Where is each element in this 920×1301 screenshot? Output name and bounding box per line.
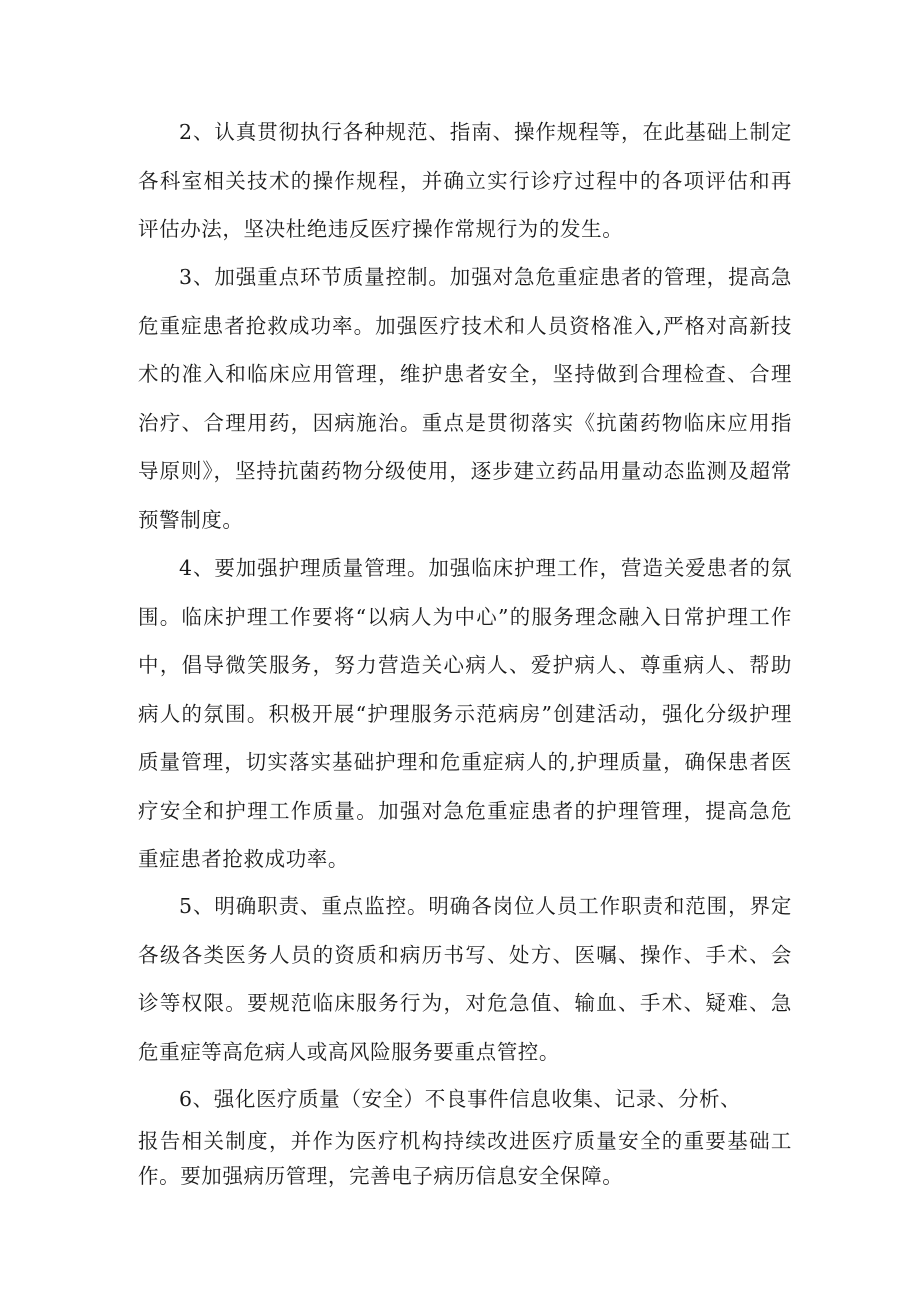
paragraph-3: 3、加强重点环节质量控制。加强对急危重症患者的管理，提高急危重症患者抢救成功率。加强医疗技术和人员资格准入,严格对高新技术的准入和临床应用管理，维护患者安全，坚持做到合理检查、合理治疗、合理用药，因病施治。重点是贯彻落实《抗菌药物临床应用指导原则》，坚持抗菌药物分级使用，逐步建立药品用量动态监测及超常预警制度。	[138, 265, 792, 532]
paragraph-4: 4、要加强护理质量管理。加强临床护理工作，营造关爱患者的氛围。临床护理工作要将“以病人为中心”的服务理念融入日常护理工作中，倡导微笑服务，努力营造关心病人、爱护病人、尊重病人、帮助病人的氛围。积极开展“护理服务示范病房”创建活动，强化分级护理质量管理，切实落实基础护理和危重症病人的,护理质量，确保患者医疗安全和护理工作质量。加强对急危重症患者的护理管理，提高急危重症患者抢救成功率。	[138, 556, 792, 871]
paragraph-2: 2、认真贯彻执行各种规范、指南、操作规程等，在此基础上制定各科室相关技术的操作规程，并确立实行诊疗过程中的各项评估和再评估办法，坚决杜绝违反医疗操作常规行为的发生。	[138, 120, 792, 241]
paragraph-6-continuation: 报告相关制度，并作为医疗机构持续改进医疗质量安全的重要基础工作。要加强病历管理，完善电子病历信息安全保障。	[138, 1129, 792, 1188]
paragraph-6-first-line: 6、强化医疗质量（安全）不良事件信息收集、记录、分析、	[179, 1087, 742, 1111]
paragraph-5: 5、明确职责、重点监控。明确各岗位人员工作职责和范围，界定各级各类医务人员的资质和病历书写、处方、医嘱、操作、手术、会诊等权限。要规范临床服务行为，对危急值、输血、手术、疑难、急危重症等高危病人或高风险服务要重点管控。	[138, 894, 792, 1064]
